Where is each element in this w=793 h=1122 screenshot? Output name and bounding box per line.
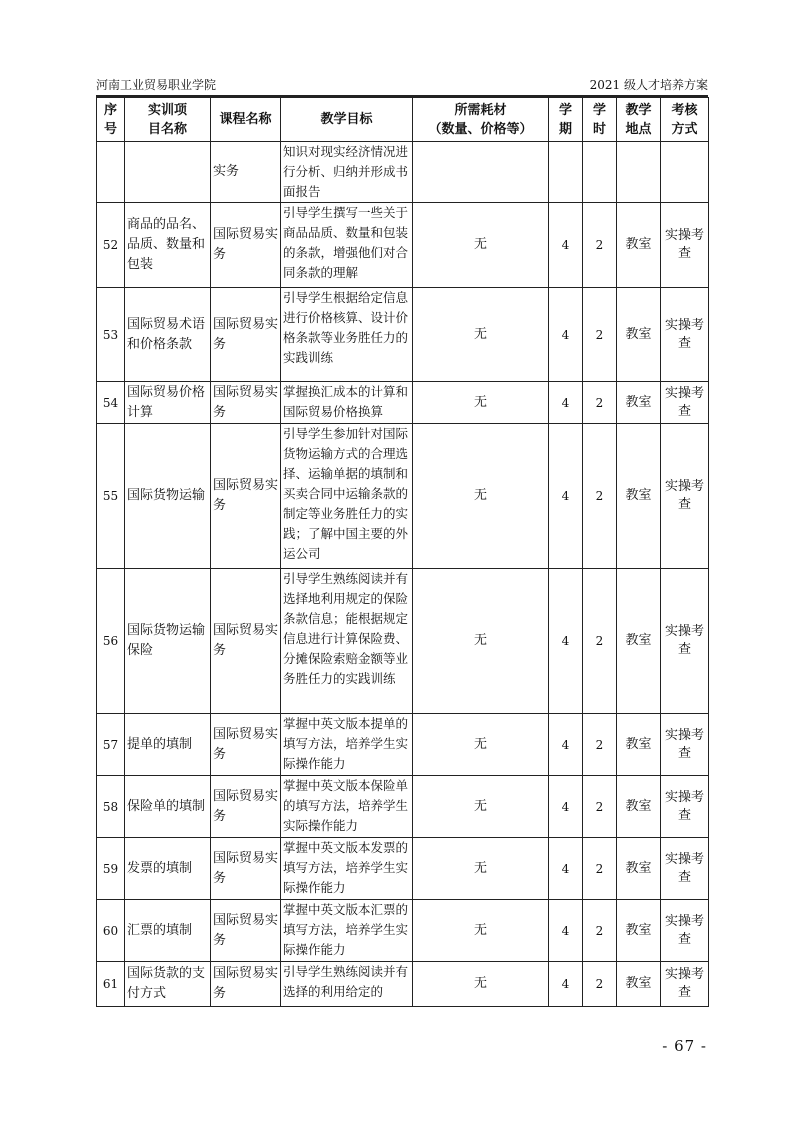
col-header-goal: 教学目标 (281, 98, 413, 142)
cell-assess: 实操考查 (661, 776, 709, 838)
cell-assess: 实操考查 (661, 288, 709, 382)
cell-place: 教室 (617, 900, 661, 962)
cell-assess: 实操考查 (661, 900, 709, 962)
cell-goal: 引导学生参加针对国际货物运输方式的合理选择、运输单据的填制和买卖合同中运输条款的制定等业务胜任力的实践；了解中国主要的外运公司 (281, 424, 413, 569)
table-row (97, 776, 709, 838)
cell-goal: 引导学生撰写一些关于商品品质、数量和包装的条款，增强他们对合同条款的理解 (281, 203, 413, 288)
col-header-hours: 学 时 (583, 98, 617, 142)
cell-goal: 掌握换汇成本的计算和国际贸易价格换算 (281, 382, 413, 424)
cell-course: 国际贸易实务 (211, 900, 281, 962)
cell-term: 4 (549, 569, 583, 714)
cell-goal: 知识对现实经济情况进行分析、归纳并形成书面报告 (281, 142, 413, 203)
cell-materials: 无 (413, 900, 549, 962)
table-row (97, 288, 709, 382)
cell-no: 57 (97, 714, 125, 776)
training-plan-table (96, 97, 709, 1007)
cell-hours: 2 (583, 288, 617, 382)
cell-course: 国际贸易实务 (211, 569, 281, 714)
cell-term: 4 (549, 424, 583, 569)
cell-term (549, 142, 583, 203)
cell-assess: 实操考查 (661, 203, 709, 288)
cell-assess: 实操考查 (661, 569, 709, 714)
cell-project (125, 142, 211, 203)
page-number: - 67 - (662, 1037, 707, 1055)
cell-course: 国际贸易实务 (211, 962, 281, 1007)
table-row (97, 900, 709, 962)
col-header-materials: 所需耗材 （数量、价格等） (413, 98, 549, 142)
cell-course: 国际贸易实务 (211, 382, 281, 424)
cell-project: 保险单的填制 (125, 776, 211, 838)
cell-place: 教室 (617, 288, 661, 382)
cell-goal: 掌握中英文版本发票的填写方法，培养学生实际操作能力 (281, 838, 413, 900)
col-header-term: 学 期 (549, 98, 583, 142)
cell-course: 国际贸易实务 (211, 714, 281, 776)
page-header (96, 76, 708, 94)
cell-materials: 无 (413, 962, 549, 1007)
cell-course: 国际贸易实务 (211, 424, 281, 569)
cell-term: 4 (549, 776, 583, 838)
cell-term: 4 (549, 838, 583, 900)
table-header-row (97, 98, 709, 142)
cell-no (97, 142, 125, 203)
table-row (97, 424, 709, 569)
cell-course: 国际贸易实务 (211, 203, 281, 288)
cell-course: 国际贸易实务 (211, 288, 281, 382)
cell-goal: 引导学生根据给定信息进行价格核算、设计价格条款等业务胜任力的实践训练 (281, 288, 413, 382)
cell-goal: 引导学生熟练阅读并有选择地利用规定的保险条款信息；能根据规定信息进行计算保险费、分摊保险索赔金额等业务胜任力的实践训练 (281, 569, 413, 714)
cell-no: 54 (97, 382, 125, 424)
col-header-no: 序 号 (97, 98, 125, 142)
cell-term: 4 (549, 962, 583, 1007)
cell-goal: 引导学生熟练阅读并有选择的利用给定的 (281, 962, 413, 1007)
cell-place: 教室 (617, 776, 661, 838)
cell-materials: 无 (413, 424, 549, 569)
cell-materials: 无 (413, 382, 549, 424)
cell-no: 56 (97, 569, 125, 714)
cell-assess: 实操考查 (661, 424, 709, 569)
cell-project: 发票的填制 (125, 838, 211, 900)
cell-hours: 2 (583, 962, 617, 1007)
cell-term: 4 (549, 900, 583, 962)
cell-place: 教室 (617, 714, 661, 776)
cell-term: 4 (549, 714, 583, 776)
col-header-course: 课程名称 (211, 98, 281, 142)
cell-assess: 实操考查 (661, 962, 709, 1007)
cell-term: 4 (549, 382, 583, 424)
cell-no: 59 (97, 838, 125, 900)
cell-no: 55 (97, 424, 125, 569)
cell-project: 汇票的填制 (125, 900, 211, 962)
cell-term: 4 (549, 288, 583, 382)
col-header-place: 教学 地点 (617, 98, 661, 142)
cell-project: 国际货物运输 (125, 424, 211, 569)
header-institution: 河南工业贸易职业学院 (96, 78, 217, 92)
cell-hours: 2 (583, 424, 617, 569)
table-row (97, 838, 709, 900)
cell-hours: 2 (583, 900, 617, 962)
cell-no: 52 (97, 203, 125, 288)
cell-materials: 无 (413, 569, 549, 714)
cell-no: 58 (97, 776, 125, 838)
cell-place: 教室 (617, 203, 661, 288)
table-body (97, 142, 709, 1007)
table-row (97, 714, 709, 776)
cell-course: 国际贸易实务 (211, 838, 281, 900)
cell-assess: 实操考查 (661, 838, 709, 900)
cell-project: 国际货物运输保险 (125, 569, 211, 714)
cell-no: 61 (97, 962, 125, 1007)
cell-goal: 掌握中英文版本汇票的填写方法，培养学生实际操作能力 (281, 900, 413, 962)
cell-goal: 掌握中英文版本保险单的填写方法，培养学生实际操作能力 (281, 776, 413, 838)
cell-materials: 无 (413, 714, 549, 776)
cell-hours: 2 (583, 838, 617, 900)
cell-materials: 无 (413, 288, 549, 382)
cell-project: 提单的填制 (125, 714, 211, 776)
cell-place: 教室 (617, 962, 661, 1007)
cell-materials: 无 (413, 203, 549, 288)
table-row (97, 142, 709, 203)
cell-materials (413, 142, 549, 203)
cell-project: 国际贸易术语和价格条款 (125, 288, 211, 382)
cell-project: 国际货款的支付方式 (125, 962, 211, 1007)
cell-course: 国际贸易实务 (211, 776, 281, 838)
cell-materials: 无 (413, 838, 549, 900)
cell-hours: 2 (583, 569, 617, 714)
cell-assess: 实操考查 (661, 382, 709, 424)
cell-place (617, 142, 661, 203)
table-row (97, 962, 709, 1007)
table-row (97, 382, 709, 424)
cell-place: 教室 (617, 382, 661, 424)
cell-hours: 2 (583, 203, 617, 288)
cell-term: 4 (549, 203, 583, 288)
cell-place: 教室 (617, 569, 661, 714)
cell-no: 60 (97, 900, 125, 962)
col-header-project: 实训项 目名称 (125, 98, 211, 142)
cell-hours (583, 142, 617, 203)
table-row (97, 569, 709, 714)
cell-assess: 实操考查 (661, 714, 709, 776)
cell-hours: 2 (583, 714, 617, 776)
cell-no: 53 (97, 288, 125, 382)
cell-hours: 2 (583, 382, 617, 424)
cell-hours: 2 (583, 776, 617, 838)
header-document-title: 2021 级人才培养方案 (589, 78, 708, 92)
table-row (97, 203, 709, 288)
cell-course: 实务 (211, 142, 281, 203)
col-header-assess: 考核 方式 (661, 98, 709, 142)
cell-project: 国际贸易价格计算 (125, 382, 211, 424)
cell-place: 教室 (617, 838, 661, 900)
cell-materials: 无 (413, 776, 549, 838)
cell-assess (661, 142, 709, 203)
cell-place: 教室 (617, 424, 661, 569)
cell-project: 商品的品名、品质、数量和包装 (125, 203, 211, 288)
cell-goal: 掌握中英文版本提单的填写方法，培养学生实际操作能力 (281, 714, 413, 776)
